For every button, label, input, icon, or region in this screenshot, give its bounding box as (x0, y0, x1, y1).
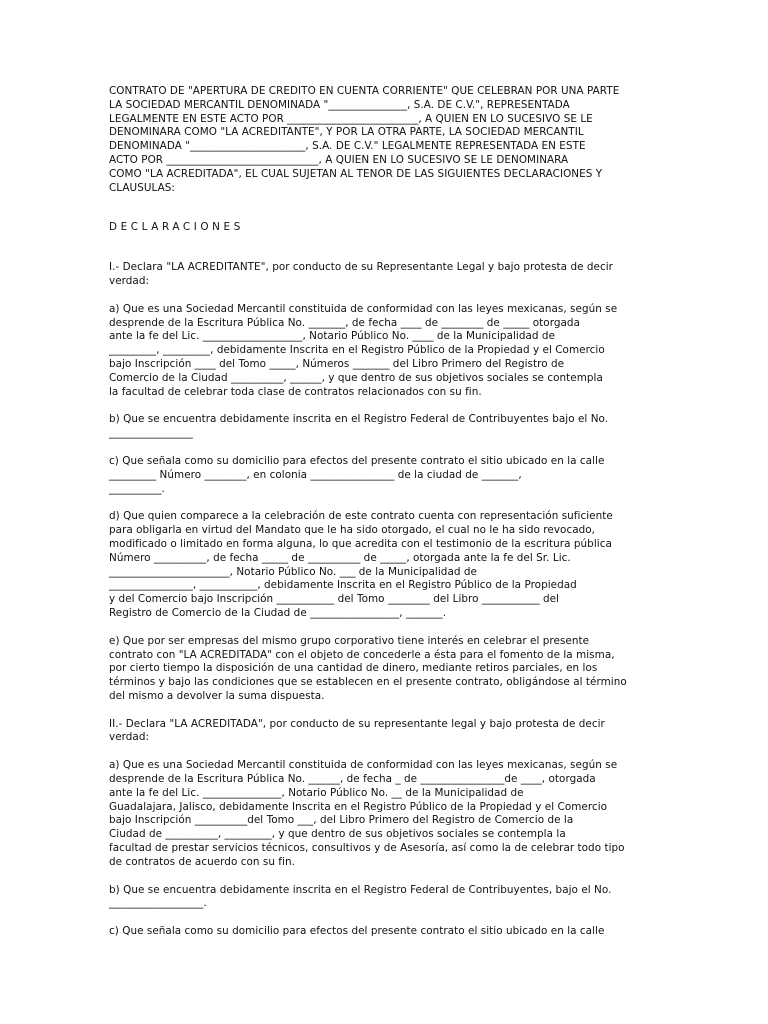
section-2-intro: II.- Declara "LA ACREDITADA", por conducto de su representante legal y bajo protesta de decir verdad: (109, 717, 605, 744)
section-2-clause-c: c) Que señala como su domicilio para efectos del presente contrato el sitio ubicado en la calle (109, 925, 605, 938)
contract-title: CONTRATO DE "APERTURA DE CREDITO EN CUENTA CORRIENTE" QUE CELEBRAN POR UNA PARTE LA SOCIEDAD MERCANTIL DENOMINADA "_______________, S.A. DE C.V.", REPRESENTADA LEGALMENTE EN ESTE ACTO POR _________________________, A QUIEN EN LO SUCESIVO SE LE DENOMINARA COMO "LA ACREDITANTE", Y POR LA OTRA PARTE, LA SOCIEDAD MERCANTIL DENOMINADA "______________________, S.A. DE C.V." LEGALMENTE REPRESENTADA EN ESTE ACTO POR _____________________________, A QUIEN EN LO SUCESIVO SE LE DENOMINARA COMO "LA ACREDITADA", EL CUAL SUJETAN AL TENOR DE LAS SIGUIENTES DECLARACIONES Y CLAUSULAS: (109, 85, 620, 194)
section-1-clause-c: c) Que señala como su domicilio para efectos del presente contrato el sitio ubicado en la calle _________ Número ________, en colonia ________________ de la ciudad de _______, __________. (109, 454, 605, 495)
section-1-intro: I.- Declara "LA ACREDITANTE", por conducto de su Representante Legal y bajo protesta de decir verdad: (109, 261, 613, 287)
declarations-heading: DECLARACIONES (109, 221, 244, 234)
section-1-clause-b: b) Que se encuentra debidamente inscrita en el Registro Federal de Contribuyentes bajo el No. ________________ (109, 413, 609, 440)
section-2-clause-a: a) Que es una Sociedad Mercantil constituida de conformidad con las leyes mexicanas, según se desprende de la Escritura Pública No. ______, de fecha _ de ________________de ____, otorgada ante la fe del Lic. _______________, Notario Público No. __ de la Municipalidad de Guadalajara, Jalisco, debidamente Inscrita en el Registro Público de la Propiedad y el Comercio bajo Inscripción __________del Tomo ___, del Libro Primero del Registro de Comercio de la Ciudad de __________, _________, y que dentro de sus objetivos sociales se contempla la facultad de prestar servicios técnicos, consultivos y de Asesoría, así como la de celebrar todo tipo de contratos de acuerdo con su fin. (109, 759, 625, 868)
section-1-clause-e: e) Que por ser empresas del mismo grupo corporativo tiene interés en celebrar el presente contrato con "LA ACREDITADA" con el objeto de concederle a ésta para el fomento de la misma, por cierto tiempo la disposición de una cantidad de dinero, mediante retiros parciales, en los términos y bajo las condiciones que se establecen en el presente contrato, obligándose al término del mismo a devolver la suma dispuesta. (109, 634, 627, 702)
section-1-clause-d: d) Que quien comparece a la celebración de este contrato cuenta con representación suficiente para obligarla en virtud del Mandato que le ha sido otorgado, el cual no le ha sido revocado, modificado o limitado en forma alguna, lo que acredita con el testimonio de la escritura pública Número __________, de fecha _____ de __________ de _____, otorgada ante la fe del Sr. Lic. _______________________, Notario Público No. ___ de la Municipalidad de ________________, ___________, debidamente Inscrita en el Registro Público de la Propiedad y del Comercio bajo Inscripción ___________ del Tomo ________ del Libro ___________ del Registro de Comercio de la Ciudad de _________________, _______. (109, 510, 613, 619)
section-1-clause-a: a) Que es una Sociedad Mercantil constituida de conformidad con las leyes mexicanas, según se desprende de la Escritura Pública No. _______, de fecha ____ de ________ de _____ otorgada ante la fe del Lic. ___________________, Notario Público No. ____ de la Municipalidad de _________, _________, debidamente Inscrita en el Registro Público de la Propiedad y el Comercio bajo Inscripción ____ del Tomo _____, Números _______ del Libro Primero del Registro de Comercio de la Ciudad __________, ______, y que dentro de sus objetivos sociales se contempla la facultad de celebrar toda clase de contratos relacionados con su fin. (109, 302, 618, 398)
section-2-clause-b: b) Que se encuentra debidamente inscrita en el Registro Federal de Contribuyentes, bajo el No. __________________. (109, 883, 612, 910)
contract-text (109, 85, 661, 939)
